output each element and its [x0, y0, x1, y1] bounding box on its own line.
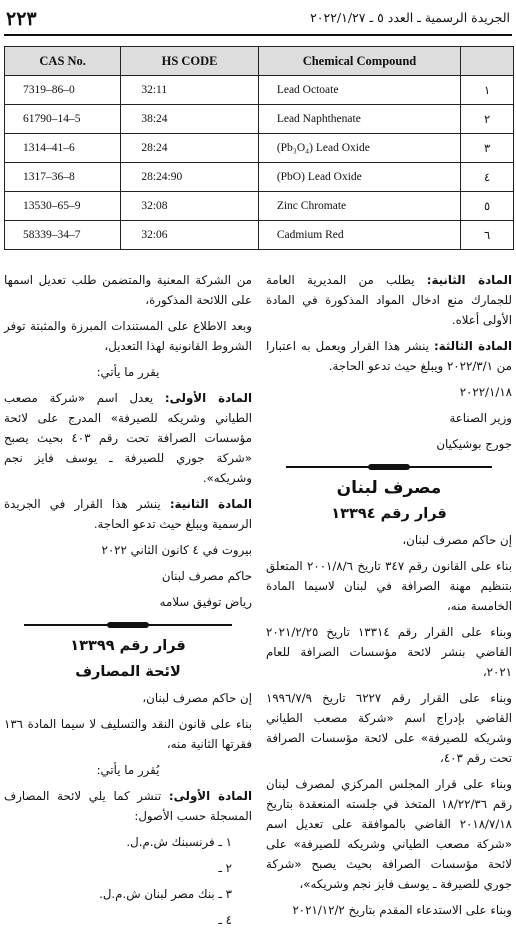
table-row [5, 192, 514, 221]
cell-cas: 58339–34–7 [5, 221, 121, 250]
cell-cas: 7319–86–0 [5, 76, 121, 105]
signature-date: ٢٠٢٢/١/١٨ [459, 385, 512, 399]
article-label: المادة الثانية: [169, 497, 253, 511]
cell-chem: (Pb₃O₄) Lead Oxide [258, 134, 460, 163]
cell-chem: Lead Naphthenate [258, 105, 460, 134]
table-row [5, 76, 514, 105]
governor-name: رياض توفيق سلامه [159, 595, 252, 609]
cell-hs: 28:24:90 [121, 163, 259, 192]
article-1 [4, 786, 252, 826]
table-row [5, 134, 514, 163]
paragraph: من الشركة المعنية والمتضمن طلب تعديل اسمها على اللائحة المذكورة، [4, 273, 252, 307]
cell-chem: (PbO) Lead Oxide [258, 163, 460, 192]
list-title: لائحة المصارف [75, 664, 181, 680]
list-item: ٢ ـ [218, 861, 232, 875]
journal-title: الجريدة الرسمية ـ العدد ٥ ـ ٢٠٢٢/١/٢٧ [310, 10, 510, 25]
cell-hs: 32:08 [121, 192, 259, 221]
article-text: ينشر هذا القرار في الجريدة الرسمية ويبلغ حيث تدعو الحاجة. [4, 497, 252, 531]
paragraph: إن حاكم مصرف لبنان، [402, 533, 512, 547]
page-header [0, 0, 516, 30]
minister-title: وزير الصناعة [449, 411, 512, 425]
decides: يُقرر ما يأتي: [96, 763, 160, 777]
place-date: بيروت في ٤ كانون الثاني ٢٠٢٢ [101, 543, 252, 557]
article-3 [266, 336, 512, 376]
decides: يقرر ما يأتي: [96, 365, 160, 379]
cell-hs: 32:11 [121, 76, 259, 105]
paragraph: وبعد الاطلاع على المستندات المبرزة والمثبتة توفر الشروط القانونية لهذا التعديل، [4, 319, 252, 353]
cell-hs: 38:24 [121, 105, 259, 134]
section-divider [24, 622, 232, 628]
article-text: ينشر هذا القرار ويعمل به اعتبارا من ٢٠٢٢/٣/١ ويبلغ حيث تدعو الحاجة. [266, 339, 512, 373]
article-text: يطلب من المديرية العامة للجمارك منع ادخال المواد المذكورة في المادة الأولى أعلاه. [266, 273, 512, 327]
header-hs: HS CODE [121, 47, 259, 76]
cell-num: ١ [461, 76, 514, 105]
table-header-row [5, 47, 514, 76]
paragraph: وبناء على القرار رقم ١٣٣١٤ تاريخ ٢٠٢١/٢/٢٥ القاضي بنشر لائحة مؤسسات الصرافة للعام ٢٠٢١، [266, 625, 512, 679]
cell-num: ٤ [461, 163, 514, 192]
article-label: المادة الأولى: [164, 391, 252, 405]
table-row [5, 163, 514, 192]
cell-hs: 32:06 [121, 221, 259, 250]
article-2 [4, 494, 252, 534]
governor-title: حاكم مصرف لبنان [161, 569, 252, 583]
article-label: المادة الأولى: [168, 789, 253, 803]
header-rule [4, 34, 512, 36]
chemical-table [4, 46, 514, 250]
list-item: ٣ ـ بنك مصر لبنان ش.م.ل. [99, 887, 232, 901]
article-1 [4, 388, 252, 488]
cell-cas: 61790–14–5 [5, 105, 121, 134]
cell-num: ٥ [461, 192, 514, 221]
article-label: المادة الثانية: [426, 273, 512, 287]
header-cas: CAS No. [5, 47, 121, 76]
paragraph: بناء على القانون رقم ٣٤٧ تاريخ ٢٠٠١/٨/٦ المتعلق بتنظيم مهنة الصرافة في لبنان لاسيما المادة الخامسة منه، [266, 559, 512, 613]
paragraph: إن حاكم مصرف لبنان، [142, 691, 252, 705]
cell-num: ٢ [461, 105, 514, 134]
section-divider [286, 464, 492, 470]
table-row [5, 221, 514, 250]
header-num [461, 47, 514, 76]
paragraph: بناء على قانون النقد والتسليف لا سيما المادة ١٣٦ فقرتها الثانية منه، [4, 717, 252, 751]
page-number: ٢٢٣ [6, 8, 37, 30]
decision-title: قرار رقم ١٣٣٩٩ [70, 638, 186, 654]
cell-cas: 1317–36–8 [5, 163, 121, 192]
paragraph: وبناء على الاستدعاء المقدم بتاريخ ٢٠٢١/١٢/٢ [292, 903, 512, 917]
cell-cas: 1314–41–6 [5, 134, 121, 163]
minister-name: جورج بوشيكيان [436, 437, 512, 451]
left-column [4, 270, 252, 936]
cell-chem: Zinc Chromate [258, 192, 460, 221]
paragraph: وبناء على القرار رقم ٦٢٢٧ تاريخ ١٩٩٦/٧/٩ القاضي بإدراج اسم «شركة مصعب الطياني وشريكه للصيرفة» على لائحة مؤسسات الصرافة تحت رقم ٤٠٣، [266, 691, 512, 765]
list-item: ١ ـ فرنسبنك ش.م.ل. [126, 835, 232, 849]
cell-num: ٦ [461, 221, 514, 250]
article-text: تنشر كما يلي لائحة المصارف المسجلة حسب الأصول: [4, 789, 252, 823]
cell-hs: 28:24 [121, 134, 259, 163]
header-chem: Chemical Compound [258, 47, 460, 76]
list-item: ٤ ـ [218, 913, 232, 927]
article-2 [266, 270, 512, 330]
article-text: يعدل اسم «شركة مصعب الطياني وشريكه للصيرفة» المدرج على لائحة مؤسسات الصرافة تحت رقم ٤٠٣ بحيث يصبح «شركة جوري للصيرفة ـ يوسف فايز نجم وشريكه». [4, 391, 252, 485]
article-label: المادة الثالثة: [433, 339, 512, 353]
right-column [266, 270, 512, 926]
table-row [5, 105, 514, 134]
cell-chem: Cadmium Red [258, 221, 460, 250]
cell-cas: 13530–65–9 [5, 192, 121, 221]
cell-num: ٣ [461, 134, 514, 163]
bank-title: مصرف لبنان [336, 478, 442, 498]
decision-title: قرار رقم ١٣٣٩٤ [331, 506, 447, 522]
paragraph: وبناء على قرار المجلس المركزي لمصرف لبنان رقم ١٨/٢٢/٣٦ المتخذ في جلسته المنعقدة بتاريخ ٢٠١٨/٧/١٨ القاضي بالموافقة على تعديل اسم «شركة مصعب الطياني وشريكه للصيرفة» على لائحة مؤسسات الصرافة بحيث يصبح «شركة جوري للصيرفة ـ يوسف فايز نجم وشريكه»، [266, 777, 513, 891]
cell-chem: Lead Octoate [258, 76, 460, 105]
